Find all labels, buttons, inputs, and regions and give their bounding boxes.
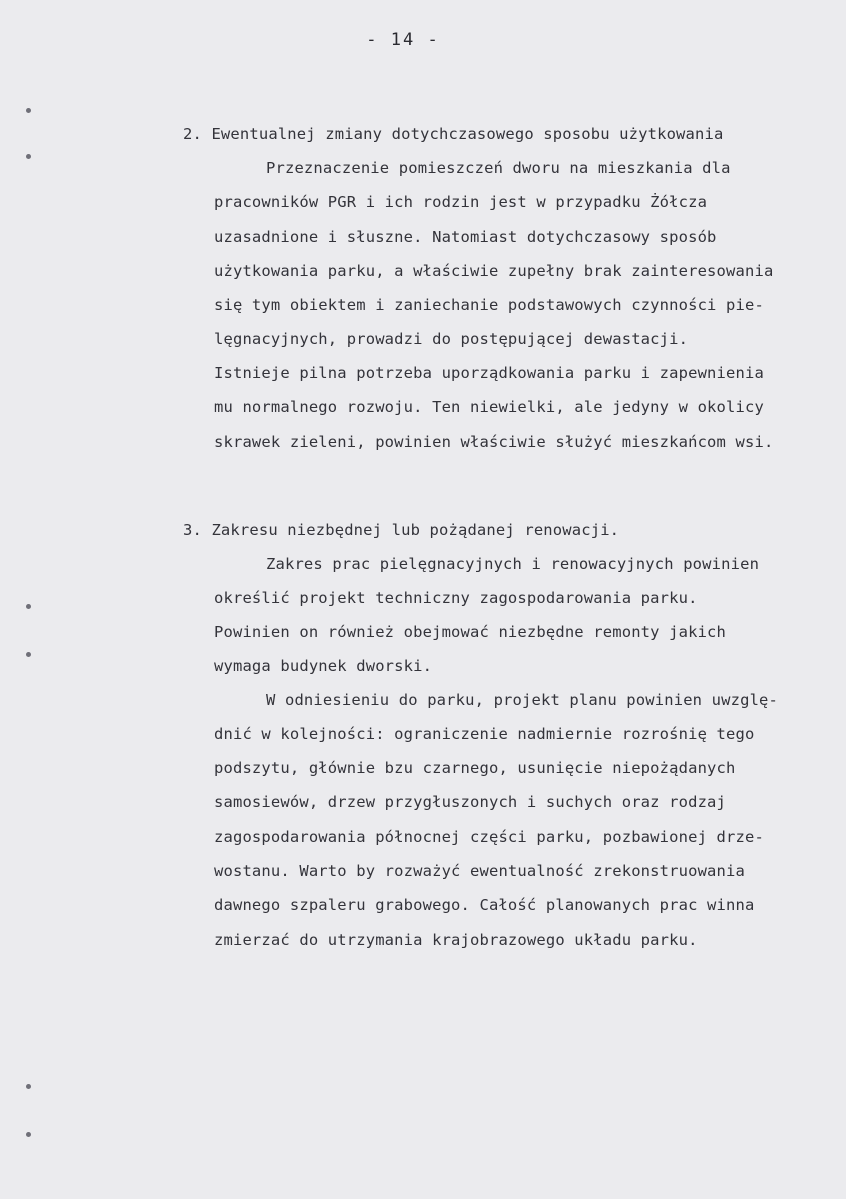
section-2-line: uzasadnione i słuszne. Natomiast dotychczasowy sposób — [214, 228, 717, 246]
punch-hole-mark — [26, 1132, 31, 1137]
punch-hole-mark — [26, 1084, 31, 1089]
section-2-line: się tym obiektem i zaniechanie podstawowych czynności pie- — [214, 296, 764, 314]
punch-hole-mark — [26, 652, 31, 657]
punch-hole-mark — [26, 154, 31, 159]
section-2-line: Przeznaczenie pomieszczeń dworu na mieszkania dla — [266, 159, 731, 177]
section-3-line: wymaga budynek dworski. — [214, 657, 433, 675]
section-3-line: dawnego szpaleru grabowego. Całość planowanych prac winna — [214, 896, 755, 914]
section-3-line: W odniesieniu do parku, projekt planu powinien uwzglę- — [266, 691, 779, 709]
section-2-line: użytkowania parku, a właściwie zupełny brak zainteresowania — [214, 262, 774, 280]
section-2-line: pracowników PGR i ich rodzin jest w przypadku Żółcza — [214, 193, 708, 211]
punch-hole-mark — [26, 108, 31, 113]
section-2-heading: 2. Ewentualnej zmiany dotychczasowego sposobu użytkowania — [183, 125, 724, 143]
section-3-line: dnić w kolejności: ograniczenie nadmiernie rozrośnię tego — [214, 725, 755, 743]
section-2-line: lęgnacyjnych, prowadzi do postępującej dewastacji. — [214, 330, 689, 348]
section-3-line: określić projekt techniczny zagospodarowania parku. — [214, 589, 698, 607]
section-3-heading: 3. Zakresu niezbędnej lub pożądanej renowacji. — [183, 521, 620, 539]
section-2-line: mu normalnego rozwoju. Ten niewielki, ale jedyny w okolicy — [214, 398, 764, 416]
section-3-line: wostanu. Warto by rozważyć ewentualność zrekonstruowania — [214, 862, 745, 880]
section-3-line: samosiewów, drzew przygłuszonych i suchych oraz rodzaj — [214, 793, 727, 811]
section-3-line: zmierzać do utrzymania krajobrazowego układu parku. — [214, 931, 698, 949]
section-3-line: Powinien on również obejmować niezbędne remonty jakich — [214, 623, 727, 641]
section-3-line: podszytu, głównie bzu czarnego, usunięcie niepożądanych — [214, 759, 736, 777]
section-2-line: Istnieje pilna potrzeba uporządkowania parku i zapewnienia — [214, 364, 764, 382]
page-number: - 14 - — [366, 30, 440, 50]
punch-hole-mark — [26, 604, 31, 609]
section-2-line: skrawek zieleni, powinien właściwie służyć mieszkańcom wsi. — [214, 433, 774, 451]
section-3-line: Zakres prac pielęgnacyjnych i renowacyjnych powinien — [266, 555, 760, 573]
section-3-line: zagospodarowania północnej części parku, pozbawionej drze- — [214, 828, 764, 846]
